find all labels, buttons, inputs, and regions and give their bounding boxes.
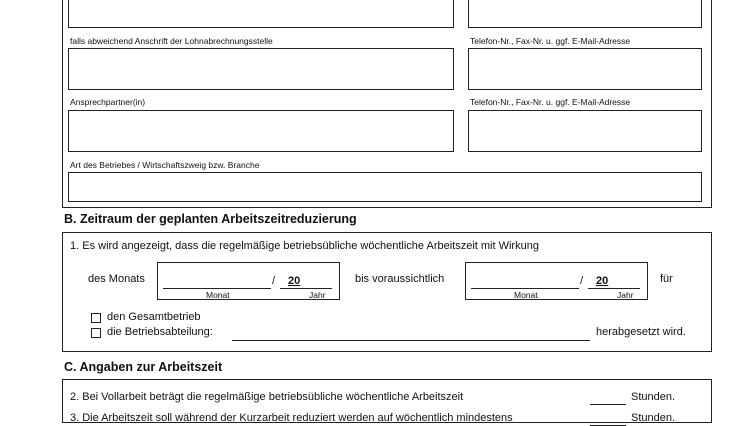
end-year-prefix: 20 xyxy=(596,275,609,287)
payroll-address-label: falls abweichend Anschrift der Lohnabrechnungsstelle xyxy=(70,36,273,46)
section-b-item-1: 1. Es wird angezeigt, dass die regelmäßige betriebsübliche wöchentliche Arbeitszeit mit Wirkung xyxy=(70,240,539,252)
section-b-heading: B. Zeitraum der geplanten Arbeitszeitreduzierung xyxy=(64,212,357,226)
section-c-heading: C. Angaben zur Arbeitszeit xyxy=(64,360,223,374)
company-phone-field[interactable] xyxy=(468,0,702,28)
item-2-unit: Stunden. xyxy=(631,391,676,403)
contact-phone-field[interactable] xyxy=(468,110,702,152)
start-date-slash: / xyxy=(272,275,276,287)
herabgesetzt-label: herabgesetzt wird. xyxy=(596,326,686,338)
fuer-label: für xyxy=(660,273,673,285)
end-month-line[interactable] xyxy=(471,288,579,289)
end-date-slash: / xyxy=(580,275,584,287)
start-year-caption: Jahr xyxy=(309,290,326,300)
item-3-unit: Stunden. xyxy=(631,412,676,424)
company-address-field[interactable] xyxy=(68,0,454,28)
gesamtbetrieb-label: den Gesamtbetrieb xyxy=(107,311,201,323)
business-type-label: Art des Betriebes / Wirtschaftszweig bzw. Branche xyxy=(70,160,260,170)
end-year-line[interactable] xyxy=(588,288,640,289)
business-type-field[interactable] xyxy=(68,172,702,202)
payroll-phone-field[interactable] xyxy=(468,48,702,90)
start-month-line[interactable] xyxy=(163,288,271,289)
betriebsabteilung-checkbox[interactable] xyxy=(91,328,101,338)
start-year-line[interactable] xyxy=(280,288,332,289)
section-c-item-3: 3. Die Arbeitszeit soll während der Kurzarbeit reduziert werden auf wöchentlich mindestens xyxy=(70,412,513,424)
contact-person-field[interactable] xyxy=(68,110,454,152)
betriebsabteilung-label: die Betriebsabteilung: xyxy=(107,326,213,338)
contact-phone-label: Telefon-Nr., Fax-Nr. u. ggf. E-Mail-Adresse xyxy=(470,97,631,107)
start-year-prefix: 20 xyxy=(288,275,301,287)
contact-person-label: Ansprechpartner(in) xyxy=(70,97,146,107)
payroll-address-field[interactable] xyxy=(68,48,454,90)
end-year-caption: Jahr xyxy=(617,290,634,300)
start-month-caption: Monat xyxy=(206,290,230,300)
bis-voraussichtlich-label: bis voraussichtlich xyxy=(355,273,445,285)
des-monats-label: des Monats xyxy=(88,273,145,285)
end-month-caption: Monat xyxy=(514,290,538,300)
section-c-item-2: 2. Bei Vollarbeit beträgt die regelmäßige betriebsübliche wöchentliche Arbeitszeit xyxy=(70,391,464,403)
betriebsabteilung-input-line[interactable] xyxy=(232,340,590,341)
item-2-hours-line[interactable] xyxy=(590,404,626,405)
gesamtbetrieb-checkbox[interactable] xyxy=(91,313,101,323)
payroll-phone-label: Telefon-Nr., Fax-Nr. u. ggf. E-Mail-Adresse xyxy=(470,36,631,46)
